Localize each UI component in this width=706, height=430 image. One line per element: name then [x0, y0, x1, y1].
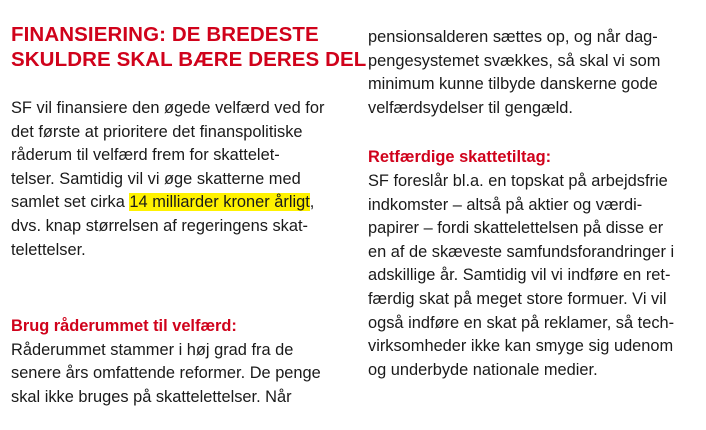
text-line: Råderummet stammer i høj grad fra de — [11, 340, 294, 359]
text-fragment: samlet set cirka — [11, 193, 130, 212]
text-fragment: , — [309, 193, 315, 212]
text-line: minimum kunne tilbyde danskerne gode — [368, 75, 658, 94]
left-column — [11, 0, 367, 410]
text-line — [11, 191, 333, 215]
text-line: en af de skæveste samfundsforandringer i — [368, 242, 675, 261]
tax-paragraph — [368, 170, 698, 382]
continuation-paragraph — [368, 26, 698, 120]
text-line: og underbyde nationale medier. — [368, 360, 598, 379]
text-line: skal ikke bruges på skattelettelser. Når — [11, 387, 292, 406]
text-line: SF vil finansiere den øgede velfærd ved for — [11, 99, 325, 117]
subheading-tax: Retfærdige skattetiltag: — [368, 148, 552, 167]
title-line: SKULDRE SKAL BÆRE DERES DEL — [11, 48, 367, 71]
text-line: råderum til velfærd frem for skattelet- — [11, 146, 280, 165]
intro-paragraph — [11, 97, 333, 262]
text-line: det første at prioritere det finanspolitiske — [11, 122, 303, 141]
text-line: adskillige år. Samtidig vil vi indføre en ret- — [368, 266, 671, 285]
text-line: færdig skat på meget store formuer. Vi vil — [368, 289, 667, 308]
right-column — [368, 0, 698, 382]
subheading-budget: Brug råderummet til velfærd: — [11, 317, 237, 336]
text-line: også indføre en skat på reklamer, så tech- — [368, 313, 675, 332]
text-line: SF foreslår bl.a. en topskat på arbejdsfrie — [368, 171, 668, 190]
text-line: velfærdsydelser til gengæld. — [368, 98, 573, 117]
text-line: virksomheder ikke kan smyge sig udenom — [368, 337, 674, 356]
budget-paragraph — [11, 339, 333, 410]
text-line: telser. Samtidig vil vi øge skatterne med — [11, 169, 301, 188]
text-line: indkomster – altså på aktier og værdi- — [368, 195, 643, 214]
text-line: telettelser. — [11, 240, 86, 259]
title-line: FINANSIERING: DE BREDESTE — [11, 23, 319, 46]
text-line: papirer – fordi skattelettelsen på disse er — [368, 219, 664, 238]
text-line: dvs. knap størrelsen af regeringens skat- — [11, 216, 308, 235]
section-title — [11, 22, 367, 72]
text-line: pensionsalderen sættes op, og når dag- — [368, 28, 658, 46]
highlighted-amount: 14 milliarder kroner årligt — [129, 193, 310, 212]
text-line: senere års omfattende reformer. De penge — [11, 364, 321, 383]
text-line: pengesystemet svækkes, så skal vi som — [368, 51, 661, 70]
